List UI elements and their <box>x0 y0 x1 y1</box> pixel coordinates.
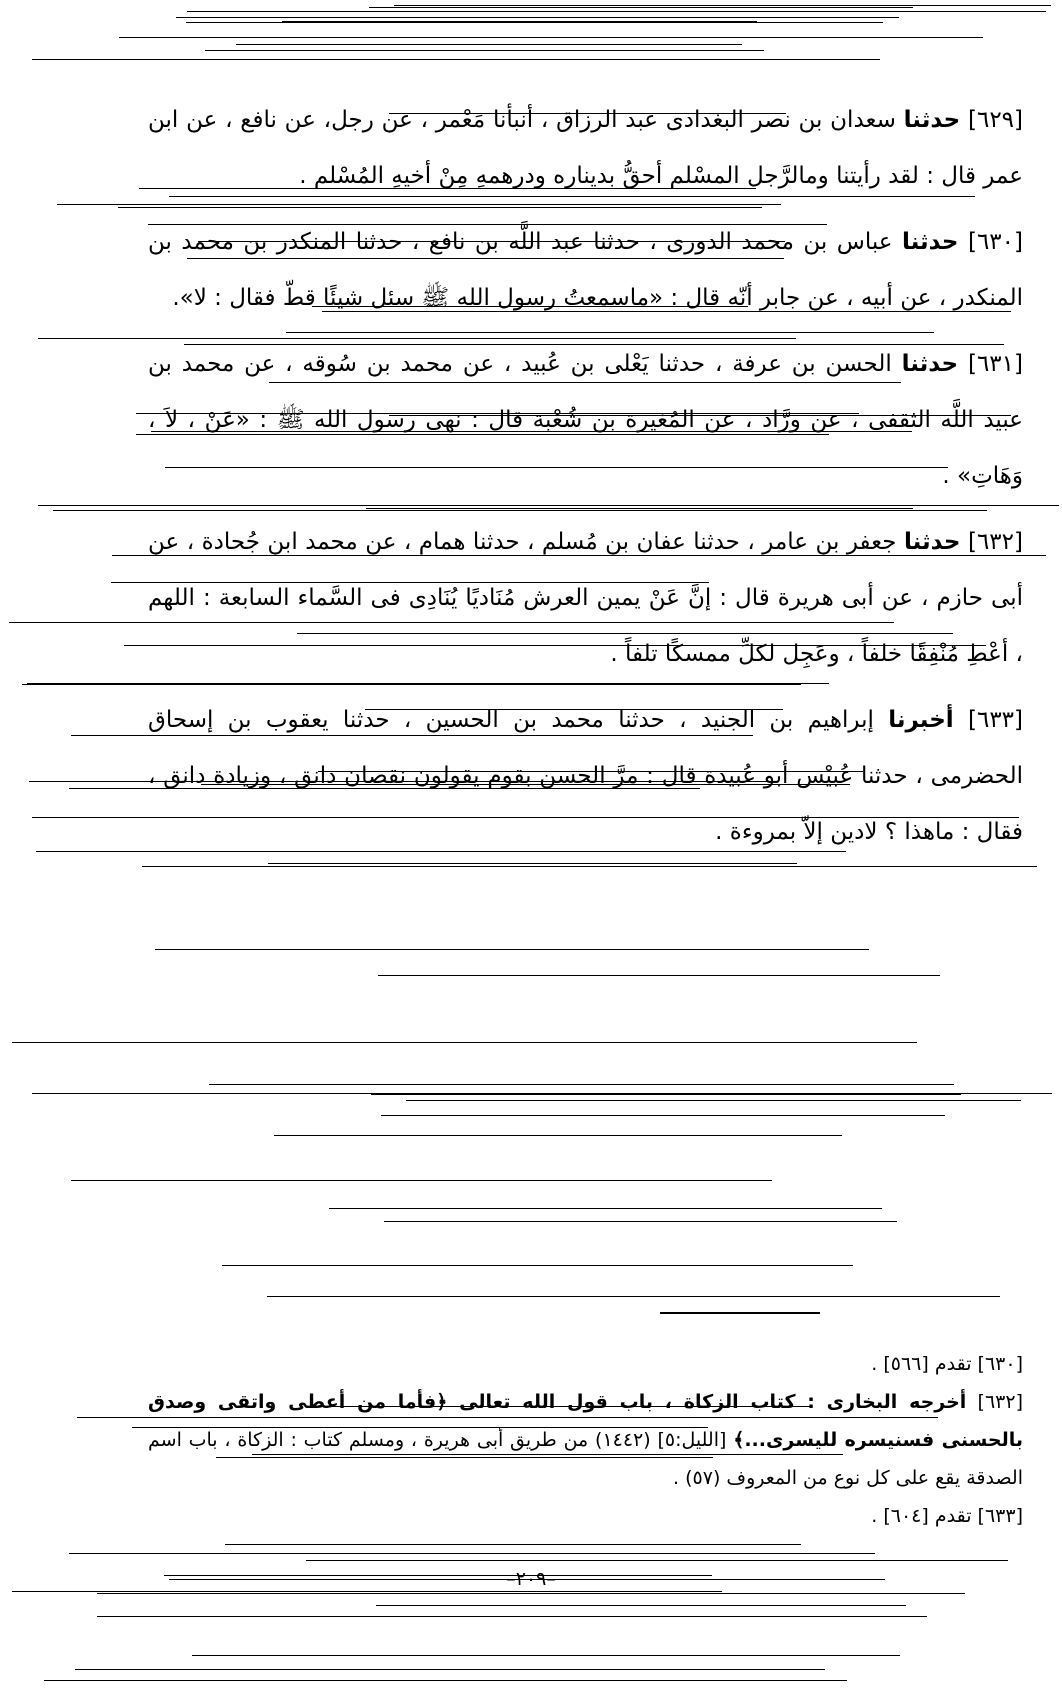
footnote-number: [٦٣٠] <box>977 1353 1023 1375</box>
entry-lead-word: حدثنا <box>903 529 961 555</box>
footnote-lead: أخرجه البخارى : كتاب الزكاة ، باب قول الله تعالى ﴿فأما من أعطى واتقى وصدق بالحسنى فسنيسره لليسرى...﴾ <box>148 1391 1024 1451</box>
entry-lead-word: حدثنا <box>901 229 959 255</box>
entry-text: جعفر بن عامر ، حدثنا عفان بن مُسلم ، حدثنا همام ، عن محمد ابن جُحادة ، عن أبى حازم ، عن أبى هريرة قال : إنَّ عَنْ يمين العرش مُنَاديًا يُنَادِى فى السَّماء السابعة : اللهم ، أعْطِ مُنْفِقًا خلفاً ، وعَجِل لكلِّ ممسكًا تلفاً . <box>148 529 1023 667</box>
entry-text: سعدان بن نصر البغدادى عبد الرزاق ، أنبأنا مَعْمر ، عن رجل، عن نافع ، عن ابن عمر قال : لقد رأيتنا ومالرَّجل المسْلم أحقُّ بديناره ودرهمهِ مِنْ أخيهِ المُسْلم . <box>148 107 1023 189</box>
page-number: –٢٠٩– <box>506 1568 556 1590</box>
entry-text: عباس بن محمد الدورى ، حدثنا عبد اللَّه بن نافع ، حدثنا المنكدر بن محمد بن المنكدر ، عن أبيه ، عن جابر أنّه قال : «ماسمعتُ رسول الله ﷺ سئل شيئًا قطّ فقال : لا». <box>148 229 1023 311</box>
entry-number: [٦٢٩] <box>967 107 1024 133</box>
footnote-number: [٦٣٣] <box>977 1505 1023 1527</box>
entry-number: [٦٣١] <box>967 351 1023 377</box>
footnote-text: تقدم [٦٠٤] . <box>871 1505 972 1527</box>
footnote-text: تقدم [٥٦٦] . <box>871 1353 972 1375</box>
footnote-number: [٦٣٢] <box>977 1391 1023 1413</box>
entry-number: [٦٣٢] <box>967 529 1023 555</box>
footnote-text: [الليل:٥] (١٤٤٢) من طريق أبى هريرة ، ومسلم كتاب : الزكاة ، باب اسم الصدقة يقع على كل نوع من المعروف (٥٧) . <box>148 1429 1023 1489</box>
entry-text: الحسن بن عرفة ، حدثنا يَعْلى بن عُبيد ، عن محمد بن سُوقه ، عن محمد بن عبيد اللَّه الثقفى ، عن ورَّاد ، عن المُغيرة بن شُعْبة قال : نهى رسول الله ﷺ : «عَنْ ، لاَ ، وَهَاتِ» . <box>148 351 1023 489</box>
entry-text: إبراهيم بن الجنيد ، حدثنا محمد بن الحسين ، حدثنا يعقوب بن إسحاق الحضرمى ، حدثنا عُبيْس أبو عُبيدة قال : مرَّ الحسن بقوم يقولون نقصان دانق ، وزيادة دانق ، فقال : ماهذا ؟ لادين إلاّ بمروءة . <box>148 707 1023 845</box>
entry-lead-word: حدثنا <box>901 351 959 377</box>
entry-number: [٦٣٠] <box>967 229 1023 255</box>
entry-lead-word: أخبرنا <box>888 707 954 733</box>
entry-number: [٦٣٣] <box>967 707 1024 733</box>
entry-lead-word: حدثنا <box>903 107 961 133</box>
